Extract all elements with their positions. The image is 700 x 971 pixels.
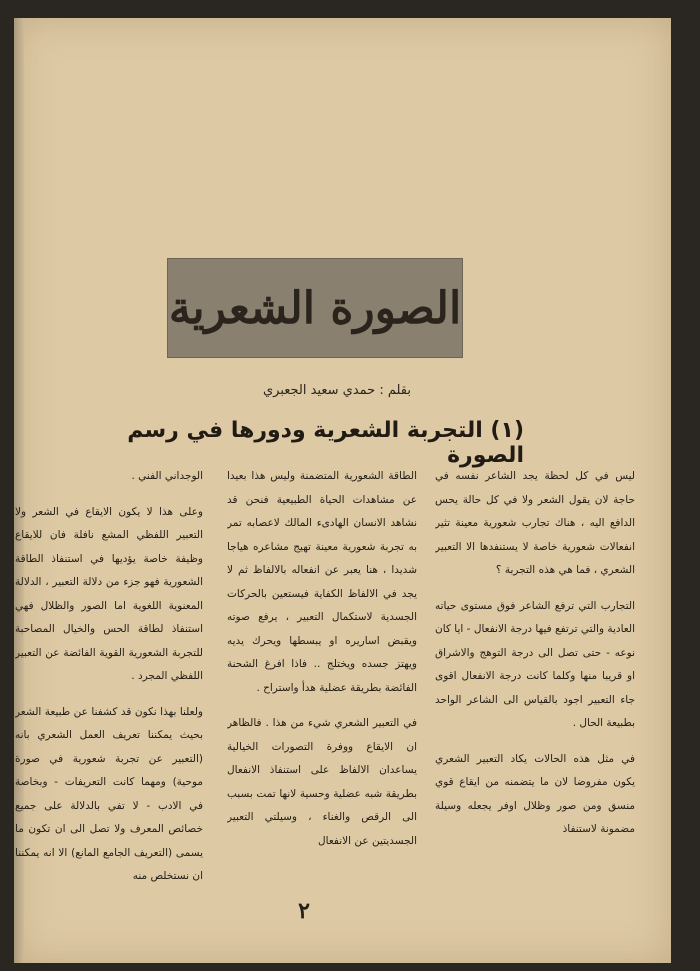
header-calligraphy: الصورة الشعرية — [168, 282, 462, 334]
paragraph: الوجداني الفني . — [131, 470, 203, 482]
text-column-middle — [227, 465, 417, 915]
paragraph: وعلى هذا لا يكون الايقاع في الشعر ولا التعبير اللفظي المشع نافلة فان للايقاع وظيفة خاصة يؤديها في استنفاذ الطاقة الشعورية فهو جزء من دلالة التعبير ، الدلالة المعنوية اللغوية اما الصور والظلال فهي استنفاذ لطاقة الحس والخيال المصاحبة للتجربة الشعورية القوية الفائضة عن التعبير اللفظي المجرد . — [15, 505, 203, 682]
paragraph: التجارب التي ترفع الشاعر فوق مستوى حياته العادية والتي ترتفع فيها درجة الانفعال - ايا كان نوعه - حتى تصل الى درجة التوهج والاشراق او قريبا منها وكلما كانت درجة الانفعال اقوى جاء التعبير اجود بالقياس الى الشاعر الواحد بطبيعة الحال . — [435, 599, 635, 729]
paragraph: الطاقة الشعورية المتضمنة وليس هذا بعيدا عن مشاهدات الحياة الطبيعية فنحن قد نشاهد الانسان الهادىء المالك لاعصابه تمر به تجربة شعورية معينة تهيج مشاعره هياجا شديدا ، هنا يعبر عن انفعاله بالالفاظ ثم لا يجد في الالفاظ الكفاية فيستعين بالحركات الجسدية لاستكمال التعبير ، يرفع صوته ويقبض اساريره او يبسطها ويحرك يديه ويهتز جسده ويختلج .. فاذا افرغ الشحنة الفائضة بطريقة عضلية هدأ واستراح . — [227, 470, 417, 694]
paragraph: في مثل هذه الحالات يكاد التعبير الشعري يكون مفروضا لان ما يتضمنه من ايقاع قوي منسق ومن صور وظلال اوفر يجعله وسيلة مضمونة لاستنفاذ — [435, 752, 635, 835]
text-column-left — [15, 465, 203, 915]
header-calligraphy-box — [167, 258, 463, 358]
author-byline: بقلم : حمدي سعيد الجعبري — [262, 383, 411, 398]
text-column-right — [435, 465, 635, 915]
paragraph: في التعبير الشعري شيء من هذا . فالظاهر ان الايقاع ووفرة التصورات الخيالية يساعدان الالفاظ على استنفاذ الانفعال بطريقة شبه عضلية وحسية لانها تمت بسبب الى الرقص والغناء ، وسيلتي التعبير الجسديتين عن الانفعال — [227, 717, 417, 847]
page-number: ٢ — [298, 898, 310, 924]
magazine-page — [14, 18, 671, 963]
article-title: (١) التجربة الشعرية ودورها في رسم الصورة — [127, 418, 524, 468]
paragraph: ليس في كل لحظة يجد الشاعر نفسه في حاجة لان يقول الشعر ولا في كل حالة يحس الدافع اليه ، هناك تجارب شعورية معينة تثير انفعالات شعورية خاصة لا يستنفدها الا التعبير الشعري ، فما هي هذه التجربة ؟ — [435, 470, 635, 576]
paragraph: ولعلنا بهذا نكون قد كشفنا عن طبيعة الشعر بحيث يمكننا تعريف العمل الشعري بانه (التعبير عن تجربة شعورية في صورة موحية) ومهما كانت التعريفات - وبخاصة في الادب - لا تفي بالدلالة على جميع خصائص المعرف ولا تصل الى ان تكون ما يسمى (التعريف الجامع المانع) الا انه يمكننا ان نستخلص منه — [15, 705, 203, 882]
